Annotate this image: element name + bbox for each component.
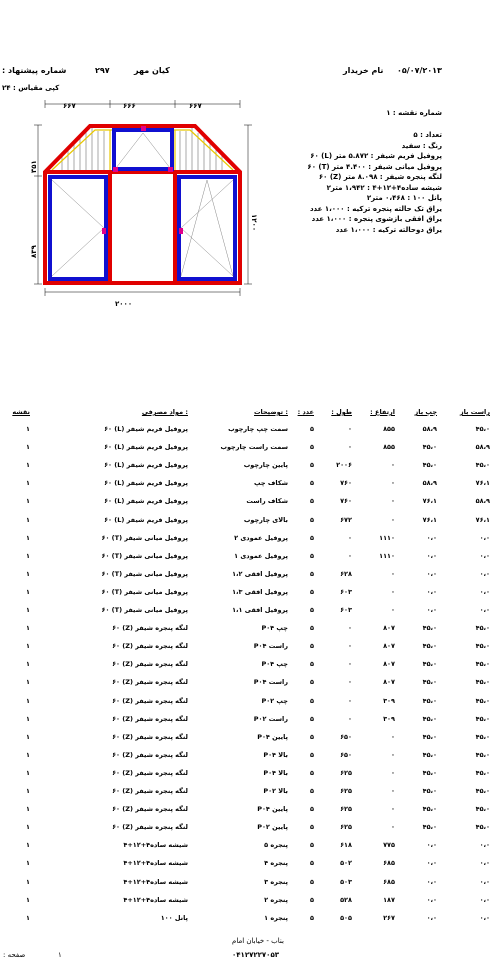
cell-chap: ۰،۰: [426, 606, 437, 614]
cell-ertefa: ۸۰۷: [383, 642, 395, 651]
cell-no: ۱: [26, 606, 30, 614]
spec-frame-profile: پروفیل فریم شیفر : ۵.۸۷۲ متر (L) ۶۰: [310, 152, 442, 160]
cell-rast: ۵۸،۹: [475, 443, 490, 452]
cell-adad: ۵: [310, 425, 314, 433]
spec-block: [292, 109, 442, 235]
cell-material: پروفیل فریم شیفر (L) ۶۰: [104, 479, 188, 488]
table-row: [0, 855, 500, 873]
cell-adad: ۵: [310, 823, 314, 832]
cell-no: ۱: [26, 551, 30, 560]
cell-no: ۱: [26, 642, 30, 651]
page-label: : صفحه: [3, 951, 26, 959]
cell-material: لنگه پنجره شیفر (Z) ۶۰: [112, 714, 188, 723]
cell-desc: پایین P۰۲: [257, 823, 288, 832]
cell-material: لنگه پنجره شیفر (Z) ۶۰: [112, 696, 188, 705]
cell-no: ۱: [26, 443, 30, 452]
cell-adad: ۵: [310, 533, 314, 542]
cell-ertefa: ۸۰۷: [383, 624, 395, 633]
table-row: [0, 656, 500, 674]
footer-address: بناب - خیابان امام: [232, 937, 284, 945]
cell-rast: ۰،۰: [479, 859, 490, 868]
cell-material: پروفیل فریم شیفر (L) ۶۰: [104, 443, 188, 452]
col-chap: چپ باز: [414, 408, 437, 416]
cell-rast: ۴۵،۰: [475, 678, 490, 687]
cell-tool: ۶۲۵: [340, 787, 352, 795]
cell-rast: ۴۵،۰: [475, 714, 490, 723]
table-row: [0, 566, 500, 584]
cell-chap: ۴۵،۰: [422, 750, 437, 759]
cell-adad: ۵: [310, 551, 314, 560]
dim-bottom: ۲۰۰۰: [115, 300, 133, 308]
cell-chap: ۰،۰: [426, 859, 437, 868]
cell-material: لنگه پنجره شیفر (Z) ۶۰: [112, 660, 188, 669]
col-adad: : عدد: [297, 408, 314, 416]
spec-color: رنگ : سفید: [401, 141, 442, 150]
cell-chap: ۰،۰: [426, 551, 437, 560]
cell-tool: ۶۲۵: [340, 768, 352, 777]
cell-no: ۱: [26, 750, 30, 759]
spec-sash-profile: لنگه پنجره شیفر : ۸.۰۹۸ متر (Z) ۶۰: [318, 173, 442, 181]
table-row: [0, 801, 500, 819]
cell-material: لنگه پنجره شیفر (Z) ۶۰: [112, 750, 188, 759]
table-row: [0, 548, 500, 566]
cell-material: پروفیل میانی شیفر (T) ۶۰: [101, 587, 188, 596]
cell-adad: ۵: [310, 696, 314, 705]
cell-ertefa: ۰: [391, 732, 395, 741]
cell-tool: ۵۰۳: [340, 877, 352, 886]
cell-ertefa: ۰: [391, 805, 395, 814]
cell-desc: پنجره ۲: [264, 895, 288, 904]
cell-desc: پنجره ۳: [264, 877, 288, 886]
cell-adad: ۵: [310, 497, 314, 506]
table-row: [0, 892, 500, 910]
cell-ertefa: ۰: [391, 768, 395, 777]
cell-material: لنگه پنجره شیفر (Z) ۶۰: [112, 642, 188, 651]
dim-top-right: ۶۶۷: [189, 102, 202, 110]
cell-chap: ۴۵،۰: [422, 678, 437, 687]
cell-rast: ۴۵،۰: [475, 787, 490, 795]
cell-material: لنگه پنجره شیفر (Z) ۶۰: [112, 678, 188, 687]
cell-desc: راست P۰۲: [253, 714, 288, 723]
cell-material: پروفیل فریم شیفر (L) ۶۰: [104, 461, 188, 470]
cell-material: شیشه ساده۴+۱۲+۴: [123, 895, 188, 904]
table-header: [0, 404, 500, 422]
buyer-label: نام خریدار: [343, 66, 384, 75]
cell-adad: ۵: [310, 642, 314, 651]
scale-label: کپی مقیاس : ۲۴: [2, 84, 60, 92]
cell-chap: ۰،۰: [426, 587, 437, 596]
cell-desc: پروفیل افقی ۱،۲: [232, 569, 288, 578]
cell-chap: ۴۵،۰: [422, 714, 437, 723]
table-row: [0, 493, 500, 511]
cell-rast: ۴۵،۰: [475, 624, 490, 633]
table-row: [0, 711, 500, 729]
cell-desc: پایین P۰۴: [257, 732, 288, 741]
cell-ertefa: ۰: [391, 587, 395, 596]
cell-adad: ۵: [310, 624, 314, 633]
cell-no: ۱: [26, 533, 30, 542]
cell-desc: راست P۰۴: [253, 642, 288, 651]
cell-desc: شکاف چپ: [254, 479, 288, 488]
cell-ertefa: ۰: [391, 461, 395, 470]
cell-ertefa: ۸۰۷: [383, 678, 395, 687]
cell-chap: ۴۵،۰: [422, 768, 437, 777]
cell-ertefa: ۷۷۵: [383, 841, 395, 850]
cell-rast: ۰،۰: [479, 587, 490, 596]
table-row: [0, 837, 500, 855]
table-row: [0, 512, 500, 530]
cell-tool: ۵۰۲: [340, 859, 352, 868]
cell-material: پروفیل میانی شیفر (T) ۶۰: [101, 569, 188, 578]
cell-tool: ۶۰۳: [340, 606, 352, 614]
table-row: [0, 874, 500, 892]
cell-rast: ۴۵،۰: [475, 823, 490, 832]
cell-adad: ۵: [310, 841, 314, 850]
cell-no: ۱: [26, 895, 30, 904]
cell-no: ۱: [26, 877, 30, 886]
cell-ertefa: ۶۸۵: [383, 877, 395, 886]
cell-desc: پروفیل افقی ۱،۱: [232, 606, 288, 614]
col-naghshe: نقشه: [12, 408, 30, 416]
cell-tool: ۷۶۰: [340, 497, 352, 506]
cell-ertefa: ۸۰۷: [383, 660, 395, 669]
table-row: [0, 457, 500, 475]
cell-adad: ۵: [310, 895, 314, 904]
table-row: [0, 765, 500, 783]
cell-chap: ۰،۰: [426, 841, 437, 850]
cell-tool: ۰: [348, 551, 352, 560]
cell-rast: ۰،۰: [479, 606, 490, 614]
dim-left-bottom: ۸۳۹: [30, 245, 38, 258]
cell-no: ۱: [26, 823, 30, 832]
cell-ertefa: ۰: [391, 750, 395, 759]
cell-desc: بالای چارچوب: [243, 515, 288, 524]
col-mavad: : مواد مصرفی: [141, 408, 188, 416]
col-tozihat: : توضیحات: [254, 408, 288, 416]
table-row: [0, 584, 500, 602]
plan-number: شماره نقشه : ۱: [386, 109, 442, 117]
spec-mullion-profile: پروفیل میانی شیفر : ۴.۴۰۰ متر (T) ۶۰: [307, 162, 442, 171]
cell-chap: ۴۵،۰: [422, 823, 437, 832]
table-row: [0, 693, 500, 711]
cell-desc: چپ P۰۲: [261, 696, 288, 705]
cell-rast: ۴۵،۰: [475, 732, 490, 741]
cell-ertefa: ۰: [391, 569, 395, 578]
cell-chap: ۴۵،۰: [422, 805, 437, 814]
cell-material: شیشه ساده۴+۱۲+۴: [123, 877, 188, 886]
cell-tool: ۰: [348, 696, 352, 705]
cell-adad: ۵: [310, 479, 314, 488]
cell-ertefa: ۲۶۷: [383, 913, 395, 922]
spec-hw-double: یراق دوحالته ترکیه : ۱،۰۰۰ عدد: [335, 225, 442, 234]
cell-adad: ۵: [310, 515, 314, 524]
cell-rast: ۴۵،۰: [475, 425, 490, 433]
cell-tool: ۵۲۸: [340, 895, 352, 904]
table-row: [0, 439, 500, 457]
cell-ertefa: ۸۵۵: [383, 425, 395, 433]
cell-chap: ۰،۰: [426, 913, 437, 922]
table-row: [0, 638, 500, 656]
cell-desc: بالا P۰۲: [263, 787, 288, 795]
cell-adad: ۵: [310, 768, 314, 777]
table-row: [0, 783, 500, 801]
cell-tool: ۰: [348, 443, 352, 452]
cell-desc: چپ P۰۴: [261, 660, 288, 669]
cell-material: لنگه پنجره شیفر (Z) ۶۰: [112, 732, 188, 741]
cell-chap: ۴۵،۰: [422, 696, 437, 705]
cell-desc: راست P۰۴: [253, 678, 288, 687]
cell-desc: بالا P۰۴: [263, 768, 288, 777]
cell-ertefa: ۱۸۷: [383, 895, 395, 904]
cell-desc: پایین P۰۴: [257, 805, 288, 814]
cell-chap: ۵۸،۹: [422, 425, 437, 433]
cell-no: ۱: [26, 569, 30, 578]
cell-ertefa: ۰: [391, 823, 395, 832]
cell-tool: ۰: [348, 678, 352, 687]
cell-chap: ۰،۰: [426, 895, 437, 904]
cell-adad: ۵: [310, 660, 314, 669]
cell-chap: ۴۵،۰: [422, 642, 437, 651]
cell-chap: ۷۶،۱: [422, 497, 437, 506]
cell-no: ۱: [26, 859, 30, 868]
footer-phone: ۰۴۱۲۷۲۲۷۰۵۳: [232, 951, 279, 959]
cell-tool: ۰: [348, 642, 352, 651]
cell-tool: ۰: [348, 660, 352, 669]
cell-ertefa: ۰: [391, 787, 395, 795]
cell-adad: ۵: [310, 787, 314, 795]
cell-rast: ۰،۰: [479, 533, 490, 542]
cell-material: لنگه پنجره شیفر (Z) ۶۰: [112, 823, 188, 832]
cell-no: ۱: [26, 479, 30, 488]
spec-hw-tilt: یراق تک حالته پنجره ترکیه : ۱،۰۰۰ عدد: [309, 204, 442, 213]
cell-adad: ۵: [310, 732, 314, 741]
cell-no: ۱: [26, 768, 30, 777]
cell-no: ۱: [26, 805, 30, 814]
cell-adad: ۵: [310, 805, 314, 814]
cell-adad: ۵: [310, 877, 314, 886]
customer-name: کیان مهر: [134, 66, 170, 75]
cell-chap: ۴۵،۰: [422, 660, 437, 669]
cell-tool: ۶۲۵: [340, 823, 352, 832]
cell-rast: ۰،۰: [479, 551, 490, 560]
cell-chap: ۴۵،۰: [422, 787, 437, 795]
cell-no: ۱: [26, 732, 30, 741]
cell-chap: ۴۵،۰: [422, 461, 437, 470]
table-row: [0, 747, 500, 765]
cell-chap: ۰،۰: [426, 877, 437, 886]
cell-rast: ۵۸،۹: [475, 497, 490, 506]
spec-count: تعداد : ۵: [413, 131, 442, 139]
cell-desc: پنجره ۱: [264, 913, 288, 922]
cell-rast: ۴۵،۰: [475, 660, 490, 669]
cell-ertefa: ۰: [391, 497, 395, 506]
cell-material: لنگه پنجره شیفر (Z) ۶۰: [112, 805, 188, 814]
cell-material: لنگه پنجره شیفر (Z) ۶۰: [112, 768, 188, 777]
proposal-label: : شماره پیشنهاد: [2, 66, 67, 75]
cell-adad: ۵: [310, 678, 314, 687]
cell-tool: ۰: [348, 624, 352, 633]
table-row: [0, 910, 500, 928]
cell-material: پروفیل فریم شیفر (L) ۶۰: [104, 497, 188, 506]
cell-ertefa: ۸۵۵: [383, 443, 395, 452]
cell-no: ۱: [26, 841, 30, 850]
date: ۰۵/۰۷/۲۰۱۳: [397, 66, 442, 75]
cell-chap: ۴۵،۰: [422, 732, 437, 741]
cell-desc: چپ P۰۴: [261, 624, 288, 633]
cell-tool: ۵۰۵: [340, 913, 352, 922]
cell-rast: ۷۶،۱: [475, 479, 490, 488]
table-row: [0, 530, 500, 548]
cell-rast: ۴۵،۰: [475, 696, 490, 705]
cell-rast: ۴۵،۰: [475, 750, 490, 759]
table-row: [0, 729, 500, 747]
cell-material: پانل ۱۰۰: [160, 913, 188, 922]
cell-no: ۱: [26, 696, 30, 705]
table-row: [0, 819, 500, 837]
dim-top-left: ۶۶۷: [63, 102, 76, 110]
cell-chap: ۰،۰: [426, 569, 437, 578]
cell-no: ۱: [26, 497, 30, 506]
cell-adad: ۵: [310, 443, 314, 452]
cell-tool: ۰: [348, 533, 352, 542]
cell-no: ۱: [26, 515, 30, 524]
cell-desc: پنجره ۵: [264, 841, 288, 850]
cell-adad: ۵: [310, 606, 314, 614]
cell-material: پروفیل میانی شیفر (T) ۶۰: [101, 551, 188, 560]
cell-chap: ۴۵،۰: [422, 624, 437, 633]
cell-tool: ۶۱۸: [340, 841, 352, 850]
cell-chap: ۵۸،۹: [422, 479, 437, 488]
cell-no: ۱: [26, 678, 30, 687]
cell-adad: ۵: [310, 587, 314, 596]
cell-adad: ۵: [310, 714, 314, 723]
cell-no: ۱: [26, 913, 30, 922]
cell-chap: ۰،۰: [426, 533, 437, 542]
cell-tool: ۲۰۰۶: [336, 461, 352, 470]
cell-adad: ۵: [310, 859, 314, 868]
spec-panel: پانل ۱۰۰ : ۰،۴۶۸ متر۲: [366, 194, 442, 202]
spec-glass: شیشه ساده۴+۱۲+۴ : ۱،۹۴۲ متر۲: [326, 183, 442, 192]
cell-desc: شکاف راست: [246, 497, 288, 506]
cell-tool: ۷۶۰: [340, 479, 352, 488]
cell-material: لنگه پنجره شیفر (Z) ۶۰: [112, 787, 188, 795]
cell-rast: ۴۵،۰: [475, 461, 490, 470]
cell-no: ۱: [26, 624, 30, 633]
cell-material: پروفیل میانی شیفر (T) ۶۰: [101, 533, 188, 542]
cell-chap: ۷۶،۱: [422, 515, 437, 524]
dim-top-mid: ۶۶۶: [123, 102, 136, 110]
cell-adad: ۵: [310, 569, 314, 578]
cell-rast: ۷۶،۱: [475, 515, 490, 524]
cell-rast: ۴۵،۰: [475, 768, 490, 777]
cell-material: پروفیل میانی شیفر (T) ۶۰: [101, 606, 188, 614]
cell-ertefa: ۳۰۹: [383, 714, 395, 723]
cell-no: ۱: [26, 461, 30, 470]
col-tool: : طول: [331, 408, 352, 416]
cell-ertefa: ۱۱۱۰: [379, 551, 395, 560]
cell-chap: ۴۵،۰: [422, 443, 437, 452]
cell-desc: پروفیل عمودی ۲: [234, 533, 288, 542]
table-row: [0, 602, 500, 620]
cell-rast: ۰،۰: [479, 895, 490, 904]
cell-tool: ۶۲۸: [340, 569, 352, 578]
cell-rast: ۰،۰: [479, 841, 490, 850]
cell-material: لنگه پنجره شیفر (Z) ۶۰: [112, 624, 188, 633]
cell-rast: ۴۵،۰: [475, 642, 490, 651]
cell-desc: سمت چپ چارچوب: [228, 425, 288, 433]
cell-ertefa: ۰: [391, 606, 395, 614]
cell-desc: سمت راست چارچوب: [220, 443, 288, 452]
table-row: [0, 620, 500, 638]
cell-tool: ۶۰۳: [340, 587, 352, 596]
cell-ertefa: ۶۸۵: [383, 859, 395, 868]
cell-tool: ۰: [348, 714, 352, 723]
proposal-number: ۲۹۷: [95, 66, 110, 75]
cell-no: ۱: [26, 587, 30, 596]
cell-no: ۱: [26, 425, 30, 433]
cell-ertefa: ۰: [391, 479, 395, 488]
cell-rast: ۰،۰: [479, 569, 490, 578]
cell-rast: ۰،۰: [479, 877, 490, 886]
table-row: [0, 475, 500, 493]
cell-desc: بالا P۰۴: [263, 750, 288, 759]
cell-adad: ۵: [310, 913, 314, 922]
cell-tool: ۶۷۲: [340, 515, 352, 524]
col-ertefa: : ارتفاع: [370, 408, 395, 416]
cell-adad: ۵: [310, 750, 314, 759]
cell-ertefa: ۰: [391, 515, 395, 524]
cell-material: پروفیل فریم شیفر (L) ۶۰: [104, 515, 188, 524]
col-rast: راست باز: [459, 408, 490, 416]
cell-desc: پروفیل عمودی ۱: [234, 551, 288, 560]
cell-no: ۱: [26, 714, 30, 723]
cell-no: ۱: [26, 787, 30, 795]
cell-tool: ۶۵۰: [340, 750, 352, 759]
dim-left-top: ۳۵۱: [30, 160, 38, 173]
cell-rast: ۰،۰: [479, 913, 490, 922]
cell-tool: ۰: [348, 425, 352, 433]
table-row: [0, 421, 500, 439]
cell-material: شیشه ساده۴+۱۲+۴: [123, 859, 188, 868]
cell-desc: پایین چارچوب: [243, 461, 288, 470]
page-number: ۱: [58, 951, 62, 959]
cell-material: شیشه ساده۴+۱۲+۴: [123, 841, 188, 850]
cell-tool: ۶۲۵: [340, 805, 352, 814]
cell-no: ۱: [26, 660, 30, 669]
cell-tool: ۶۵۰: [340, 732, 352, 741]
cell-ertefa: ۱۱۱۰: [379, 533, 395, 542]
dim-right: ۱۲۰۰: [250, 214, 258, 232]
table-row: [0, 674, 500, 692]
cell-desc: پروفیل افقی ۱،۳: [232, 587, 288, 596]
spec-hw-horizontal: یراق افقی بازشوی پنجره : ۱،۰۰۰ عدد: [311, 215, 442, 223]
cell-material: پروفیل فریم شیفر (L) ۶۰: [104, 425, 188, 433]
cell-desc: پنجره ۴: [264, 859, 288, 868]
cell-ertefa: ۳۰۹: [383, 696, 395, 705]
cell-rast: ۴۵،۰: [475, 805, 490, 814]
cell-adad: ۵: [310, 461, 314, 470]
